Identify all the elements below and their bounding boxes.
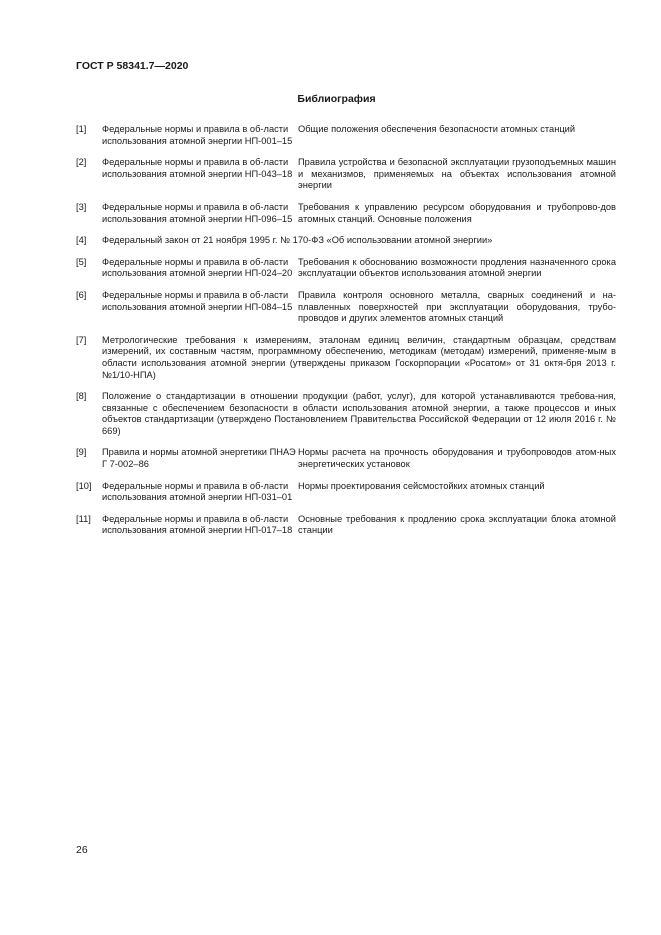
bib-entry <box>76 257 616 280</box>
bib-entry <box>76 391 616 437</box>
bib-entry <box>76 157 616 192</box>
bib-entry <box>76 202 616 225</box>
page-number: 26 <box>76 844 88 856</box>
entry-number: [2] <box>76 157 87 168</box>
entry-text: Положение о стандартизации в отношении продукции (работ, услуг), для которой устанавливаются требова-ния, связанные с обеспечением безопасности в области использования атомной энергии, а также процессов и иных объектов стандартизации (утверждено Постановлением Правительства Российской Федерации от 12 июля 2016 г. № 669) <box>102 391 616 436</box>
entry-title: Требования к обоснованию возможности продления назначенного срока эксплуатации объектов использования атомной энергии <box>298 256 616 279</box>
bib-entry <box>76 335 616 381</box>
bib-entry <box>76 290 616 325</box>
entry-source: Федеральные нормы и правила в об-ласти использования атомной энергии НП-001–15 <box>102 124 293 146</box>
entry-title: Нормы расчета на прочность оборудования и трубопроводов атом-ных энергетических установок <box>298 447 616 470</box>
entry-number: [3] <box>76 201 87 212</box>
section-title: Библиография <box>297 93 376 105</box>
entry-number: [5] <box>76 256 87 267</box>
entry-source: Федеральные нормы и правила в об-ласти использования атомной энергии НП-096–15 <box>102 201 293 224</box>
bib-entry <box>76 514 616 537</box>
document-code-header: ГОСТ Р 58341.7—2020 <box>76 60 189 72</box>
entry-number: [7] <box>76 334 87 345</box>
entry-source: Федеральные нормы и правила в об-ласти использования атомной энергии НП-043–18 <box>102 157 293 179</box>
entry-number: [10] <box>76 480 92 491</box>
bib-entry <box>76 124 616 147</box>
entry-text: Федеральный закон от 21 ноября 1995 г. № 170-ФЗ «Об использовании атомной энергии» <box>102 235 493 246</box>
entry-source: Федеральные нормы и правила в об-ласти использования атомной энергии НП-084–15 <box>102 289 293 312</box>
bib-entry <box>76 481 616 504</box>
bib-entry <box>76 447 616 470</box>
entry-number: [8] <box>76 391 87 402</box>
entry-source: Федеральные нормы и правила в об-ласти использования атомной энергии НП-031–01 <box>102 480 293 503</box>
entry-number: [9] <box>76 447 87 458</box>
entry-title: Правила устройства и безопасной эксплуатации грузоподъемных машин и механизмов, применяемых на объектах использования атомной энергии <box>298 157 616 191</box>
entry-text: Метрологические требования к измерениям, эталонам единиц величин, стандартным образцам, средствам измерений, их составным частям, программному обеспечению, методикам (методам) измерений, применяе-мым в области использования атомной энергии (утверждены приказом Госкорпорации «Росатом» от 31 октя-бря 2013 г. №1/10-НПА) <box>102 334 616 380</box>
entry-source: Правила и нормы атомной энергетики ПНАЭ Г 7-002–86 <box>102 447 296 470</box>
entry-number: [4] <box>76 235 87 246</box>
entry-source: Федеральные нормы и правила в об-ласти использования атомной энергии НП-017–18 <box>102 513 293 536</box>
entry-number: [6] <box>76 289 87 300</box>
entry-title: Нормы проектирования сейсмостойких атомных станций <box>298 480 545 491</box>
bib-entry <box>76 235 616 247</box>
entry-title: Общие положения обеспечения безопасности атомных станций <box>298 124 576 134</box>
entry-number: [1] <box>76 124 87 134</box>
entry-title: Основные требования к продлению срока эксплуатации блока атомной станции <box>298 513 616 536</box>
entry-title: Правила контроля основного металла, сварных соединений и на-плавленных поверхностей при эксплуатации оборудования, трубо-проводов и других элементов атомных станций <box>298 289 616 324</box>
bibliography-list <box>76 124 616 547</box>
entry-number: [11] <box>76 513 91 524</box>
entry-source: Федеральные нормы и правила в об-ласти использования атомной энергии НП-024–20 <box>102 256 293 279</box>
entry-title: Требования к управлению ресурсом оборудования и трубопрово-дов атомных станций. Основные положения <box>298 201 616 224</box>
